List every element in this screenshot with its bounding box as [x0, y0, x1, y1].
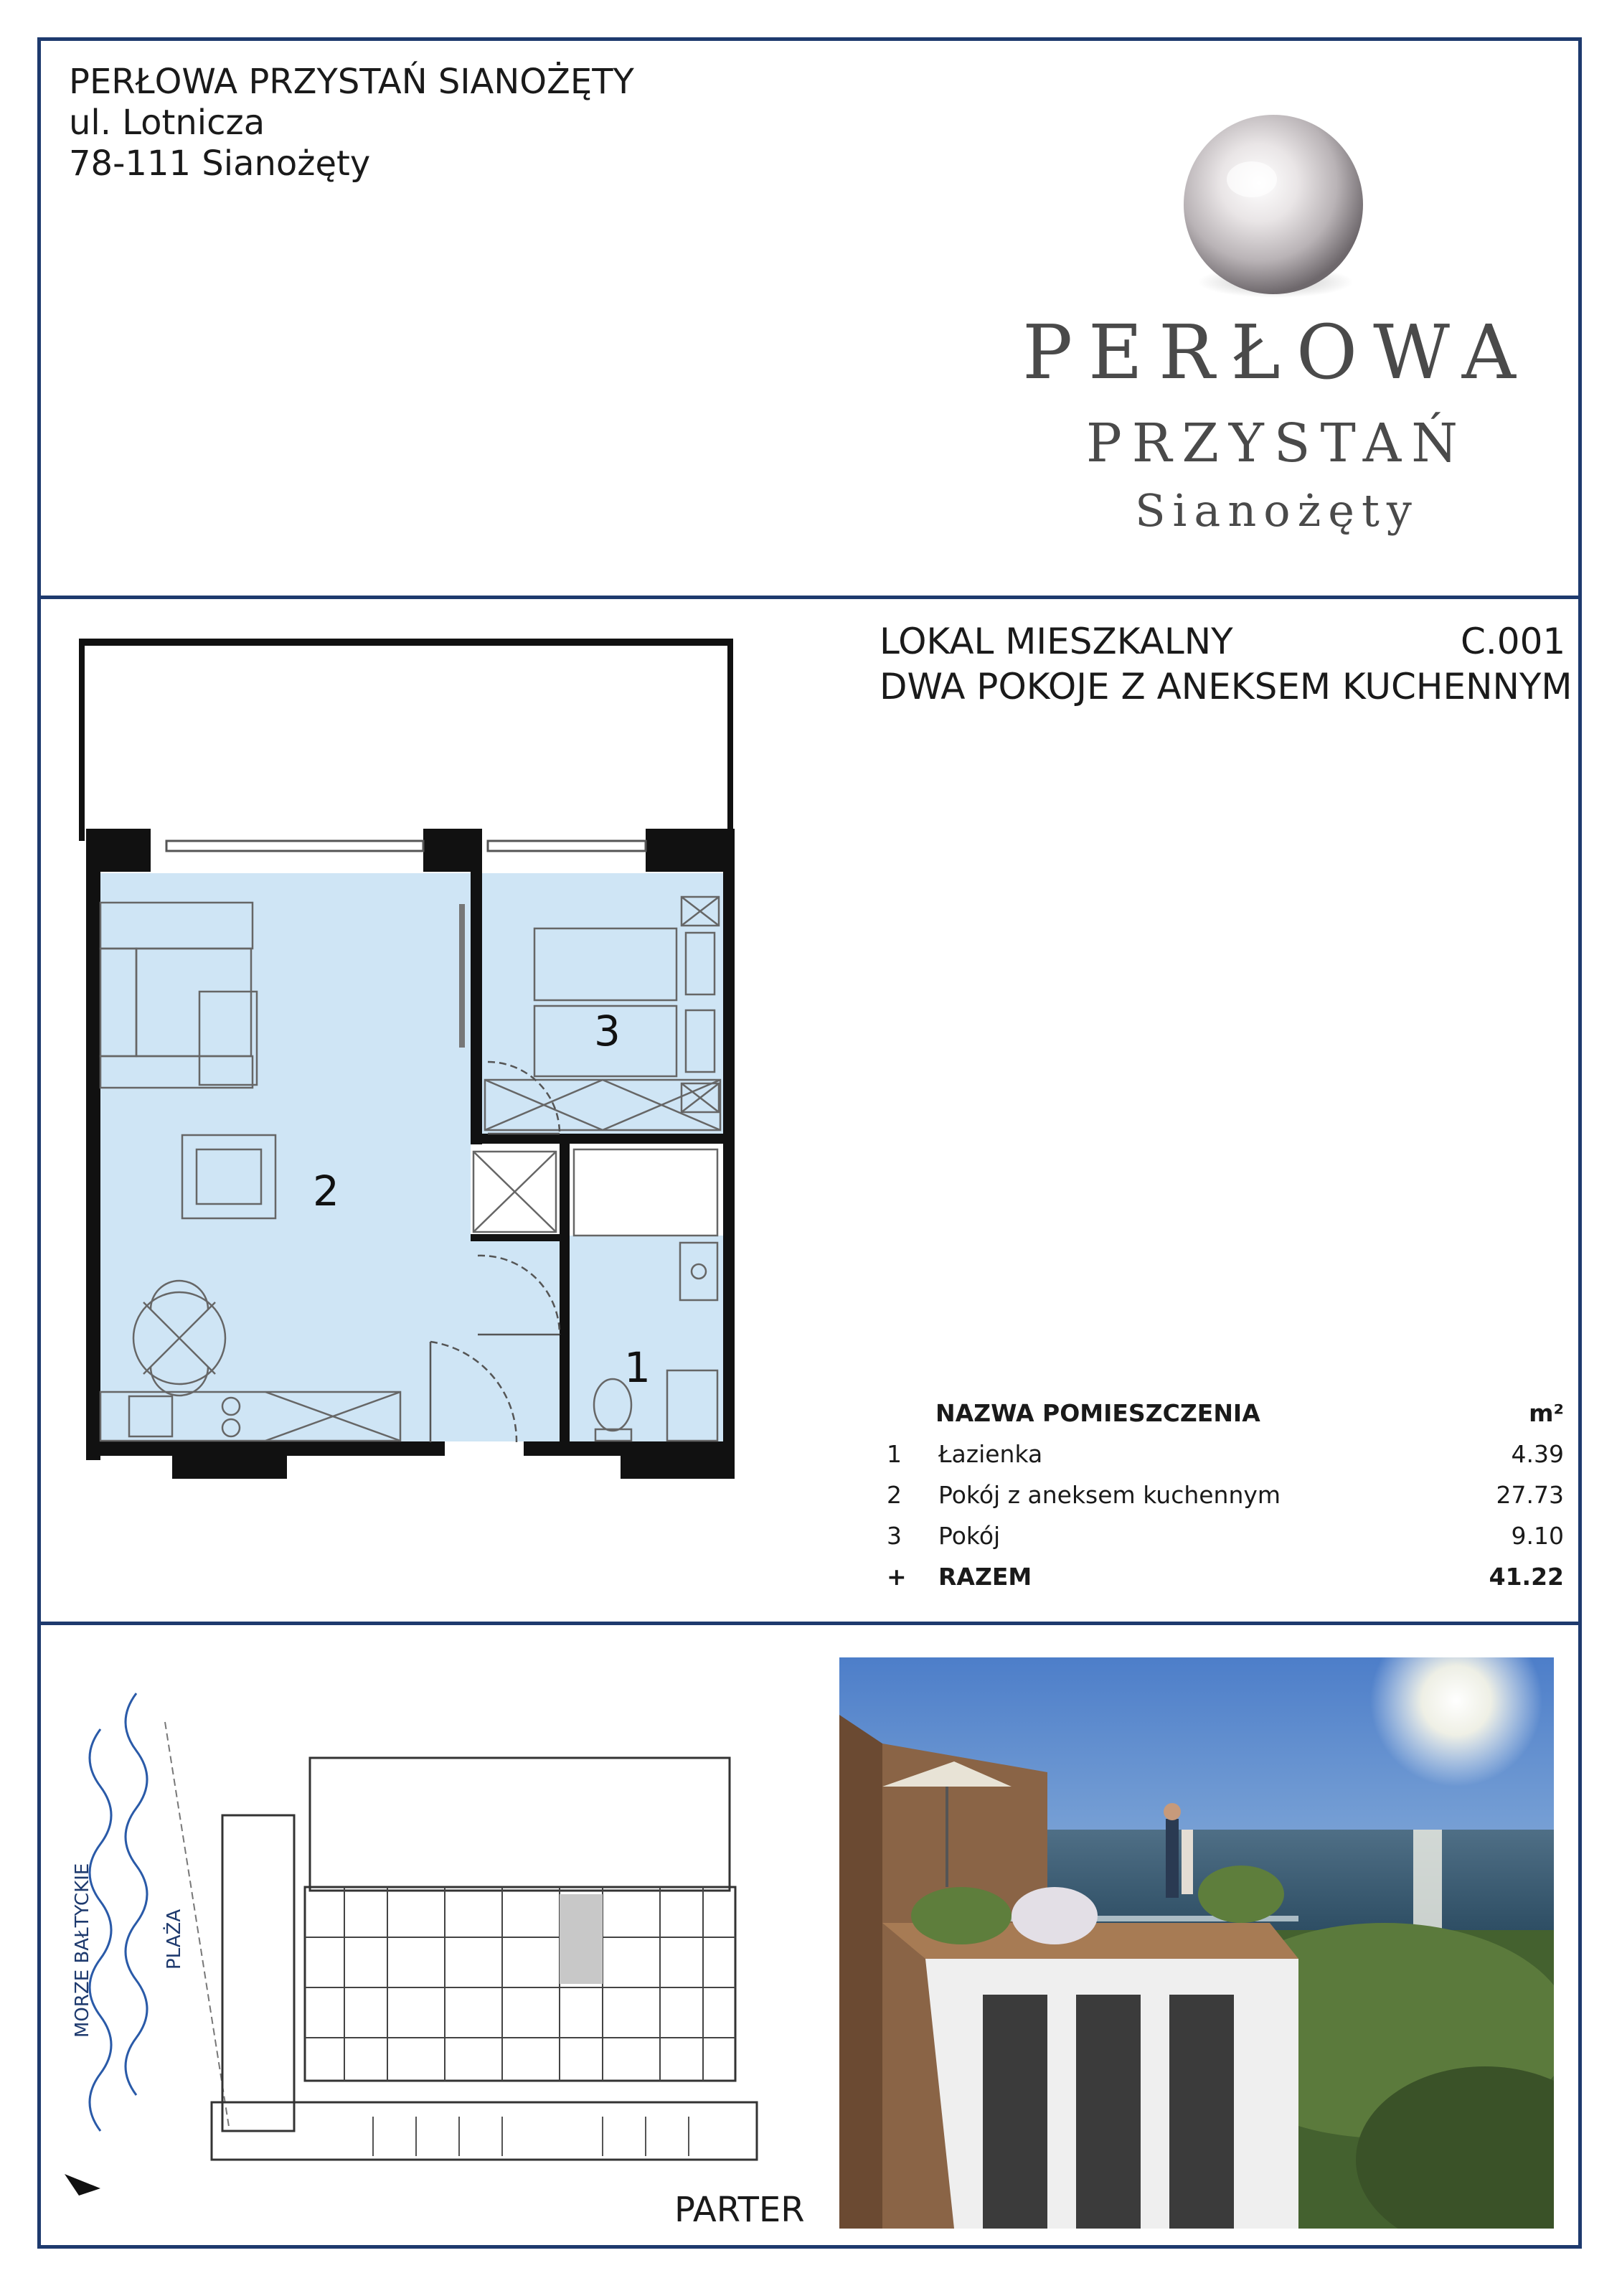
hall-storage — [473, 1152, 556, 1232]
room-total-row — [887, 1563, 1564, 1604]
room-row — [887, 1440, 1564, 1481]
room-row-name: Pokój z aneksem kuchennym — [938, 1481, 1281, 1509]
room-label-2: 2 — [313, 1167, 339, 1215]
logo-location: Sianożęty — [1135, 484, 1419, 537]
rooms-header-name: NAZWA POMIESZCZENIA — [935, 1399, 1260, 1427]
units-grid — [305, 1887, 735, 2081]
sea-waves — [90, 1693, 147, 2131]
address-block — [69, 62, 634, 184]
address-line-2: ul. Lotnicza — [69, 103, 265, 143]
divider-top — [37, 596, 1582, 599]
room-total-name: RAZEM — [938, 1563, 1032, 1591]
rooms-table — [887, 1399, 1564, 1604]
floor-label: PARTER — [674, 2190, 805, 2230]
room-row-num: 3 — [887, 1522, 902, 1550]
building-outline — [212, 1758, 757, 2160]
room-total-area: 41.22 — [1489, 1563, 1564, 1591]
unit-code: C.001 — [1461, 621, 1566, 662]
parking — [373, 2117, 689, 2156]
room-label-3: 3 — [594, 1007, 621, 1055]
tv-unit — [459, 904, 465, 1048]
terrace-outline — [79, 639, 733, 841]
room-row-area: 9.10 — [1511, 1522, 1564, 1550]
room-row-name: Pokój — [938, 1522, 1001, 1550]
sea-label: MORZE BAŁTYCKIE — [72, 1863, 93, 2038]
unit-description: DWA POKOJE Z ANEKSEM KUCHENNYM — [880, 666, 1573, 707]
room-label-1: 1 — [624, 1343, 651, 1392]
room-row-num: 1 — [887, 1440, 902, 1468]
rooms-header-unit: m² — [1529, 1399, 1564, 1427]
address-line-1: PERŁOWA PRZYSTAŃ SIANOŻĘTY — [69, 62, 634, 102]
highlighted-unit — [560, 1894, 603, 1984]
unit-type: LOKAL MIESZKALNY — [880, 621, 1233, 662]
building-rendering — [839, 1657, 1554, 2229]
divider-bottom — [37, 1622, 1582, 1625]
beach-label: PLAŻA — [164, 1909, 185, 1970]
room-row — [887, 1481, 1564, 1522]
room-1-fill — [568, 1236, 723, 1441]
logo-subtitle: PRZYSTAŃ — [1086, 413, 1468, 474]
room-row-name: Łazienka — [938, 1440, 1043, 1468]
floor-plan — [72, 631, 746, 1571]
room-row-area: 27.73 — [1496, 1481, 1564, 1509]
room-row-num: 2 — [887, 1481, 902, 1509]
hall-fill — [471, 1236, 564, 1441]
logo-title: PERŁOWA — [1022, 309, 1532, 396]
address-line-3: 78-111 Sianożęty — [69, 144, 371, 184]
pearl-logo-icon — [1177, 111, 1370, 305]
room-row — [887, 1522, 1564, 1563]
windows — [166, 841, 646, 851]
north-arrow-icon — [65, 2174, 100, 2196]
room-2-fill — [98, 873, 471, 1441]
room-total-num: + — [887, 1563, 907, 1591]
room-row-area: 4.39 — [1511, 1440, 1564, 1468]
